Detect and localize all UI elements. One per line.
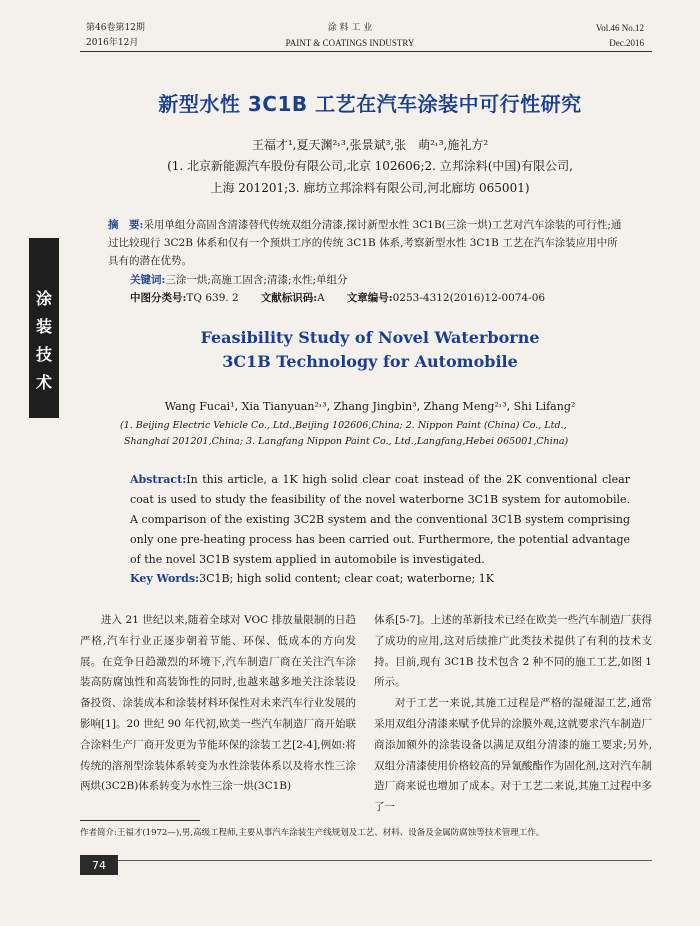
keywords-cn-text: 三涂一烘;高施工固含;清漆;水性;单组分: [165, 274, 348, 286]
article-value: 0253-4312(2016)12-0074-06: [392, 292, 546, 304]
side-tab-char: 装: [35, 317, 52, 336]
abstract-cn: [108, 216, 628, 270]
side-tab-char: 涂: [35, 289, 52, 308]
header-rule: [80, 51, 652, 52]
authors-cn: 王福才¹,夏天渊²˒³,张景斌³,张 萌²˒³,施礼方²: [251, 138, 489, 152]
affiliation-en-line: Shanghai 201201,China; 3. Langfang Nippon Paint Co., Ltd.,Langfang,Hebei 065001,China): [124, 436, 569, 447]
keywords-cn: [130, 272, 650, 288]
keywords-en-label: Key Words:: [130, 572, 200, 585]
classification-line: [130, 290, 650, 306]
doc-value: A: [317, 292, 325, 304]
affiliation-cn-line: 上海 201201;3. 廊坊立邦涂料有限公司,河北廊坊 065001): [210, 181, 530, 195]
affiliation-cn-line: (1. 北京新能源汽车股份有限公司,北京 102606;2. 立邦涂料(中国)有限公司,: [167, 159, 573, 173]
title-en-line: 3C1B Technology for Automobile: [222, 352, 518, 371]
title-cn: 新型水性 3C1B 工艺在汽车涂装中可行性研究: [158, 92, 582, 116]
page-number: 74: [80, 855, 118, 875]
keywords-en: [130, 572, 630, 585]
title-en: [80, 326, 660, 374]
keywords-cn-label: 关键词:: [130, 274, 166, 286]
clc-value: TQ 639. 2: [186, 292, 239, 304]
side-tab-char: 术: [35, 373, 52, 392]
abstract-en-text: In this article, a 1K high solid clear coat instead of the 2K conventional clear coat is used to study the feasibility of the novel waterborne 3C1B system for automobile. A comparison of the existing 3C2B system and the conventional 3C1B system comprising only one pre-heating process has been carried out. Furthermore, the potential advantage of the novel 3C1B system applied in automobile is investigated.: [130, 473, 630, 566]
header-journal-cn: 涂 料 工 业: [327, 23, 373, 33]
body-paragraph: 对于工艺一来说,其施工过程是严格的湿碰湿工艺,通常采用双组分清漆来赋予优异的涂膜外观,这就要求汽车制造厂商添加额外的涂装设备以满足双组分清漆的施工要求;另外,双组分清漆使用价格较高的异氰酸酯作为固化剂,这对汽车制造厂商来说也增加了成本。对于工艺二来说,其施工过程中多了一: [374, 697, 652, 814]
body-paragraph: 体系[5-7]。上述的革新技术已经在欧美一些汽车制造厂获得了成功的应用,这对后续推广此类技术提供了有利的技术支持。目前,现有 3C1B 技术包含 2 种不同的施工工艺,如图 1 所示。: [374, 614, 652, 689]
body-paragraph: 进入 21 世纪以来,随着全球对 VOC 排放量限制的日趋严格,汽车行业正逐步朝着节能、环保、低成本的方向发展。在竞争日趋激烈的环境下,汽车制造厂商在关注汽车涂装高防腐蚀性和高装饰性的同时,也越来越多地关注涂装设备投资、涂装成本和涂装材料环保性对未来汽车行业发展的影响[1]。20 世纪 90 年代初,欧美一些汽车制造厂商开始联合涂料生产厂商开发更为节能环保的涂装工艺[2-4],例如:将传统的溶剂型涂装体系转变为水性涂装体系以及将水性三涂两烘(3C2B)体系转变为水性三涂一烘(3C1B): [80, 614, 356, 793]
header-volume-en: Vol.46 No.12: [595, 23, 644, 33]
affiliation-en-line: (1. Beijing Electric Vehicle Co., Ltd.,Beijing 102606,China; 2. Nippon Paint (China) Co., Ltd.,: [120, 420, 567, 431]
header-journal-en: PAINT & COATINGS INDUSTRY: [285, 38, 415, 48]
affiliation-en: [120, 418, 630, 450]
section-side-tab: [29, 238, 59, 418]
abstract-en: [130, 470, 630, 570]
header-date-cn: 2016年12月: [86, 38, 139, 48]
side-tab-char: 技: [35, 345, 52, 364]
page-footer-rule: [80, 860, 652, 861]
abstract-cn-text: 采用单组分高固含清漆替代传统双组分清漆,探讨新型水性 3C1B(三涂一烘)工艺对汽车涂装的可行性;通过比较现行 3C2B 体系和仅有一个预烘工序的传统 3C1B 体系,考察新型水性 3C1B 工艺在汽车涂装应用中所具有的潜在优势。: [108, 219, 622, 267]
authors-en: Wang Fucai¹, Xia Tianyuan²˒³, Zhang Jingbin³, Zhang Meng²˒³, Shi Lifang²: [164, 400, 576, 413]
header-volume-cn: 第46卷第12期: [86, 23, 145, 33]
author-footnote: 作者简介:王福才(1972—),男,高级工程师,主要从事汽车涂装生产线规划及工艺、材料、设备及金属防腐蚀等技术管理工作。: [80, 828, 545, 838]
footnote-rule: [80, 820, 200, 821]
article-label: 文章编号:: [346, 292, 393, 304]
body-column-right: [374, 610, 652, 818]
abstract-en-label: Abstract:: [130, 473, 187, 486]
keywords-en-text: 3C1B; high solid content; clear coat; waterborne; 1K: [199, 572, 494, 585]
title-en-line: Feasibility Study of Novel Waterborne: [200, 328, 540, 347]
abstract-cn-label: 摘 要:: [108, 219, 144, 231]
clc-label: 中图分类号:: [130, 292, 187, 304]
doc-label: 文献标识码:: [260, 292, 318, 304]
body-column-left: [80, 610, 356, 797]
header-date-en: Dec.2016: [609, 38, 644, 48]
